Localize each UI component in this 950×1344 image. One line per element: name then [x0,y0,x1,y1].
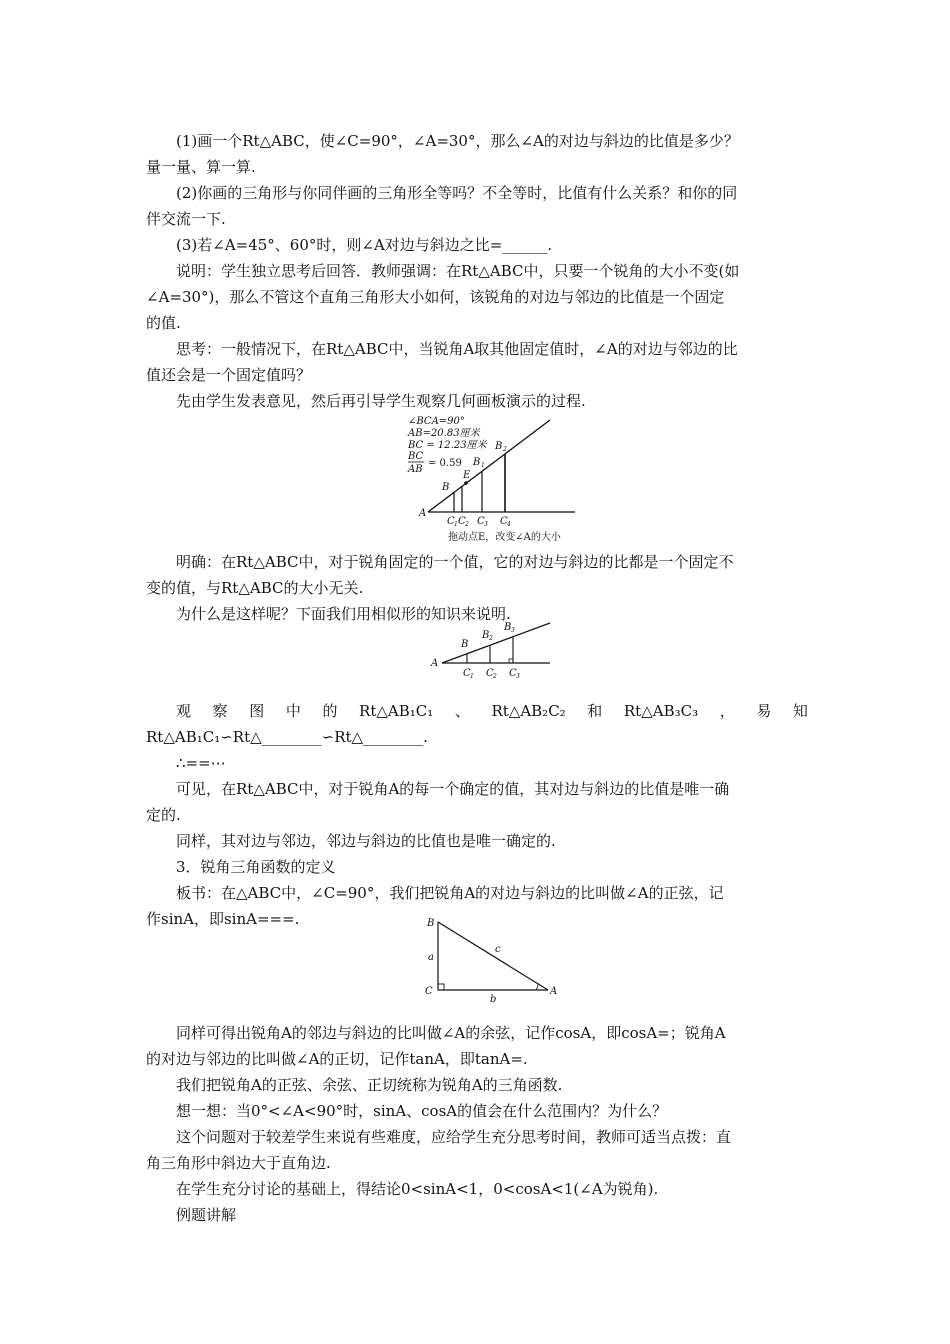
paragraph: 这个问题对于较差学生来说有些难度，应给学生充分思考时间，教师可适当点拨：直 [176,1128,732,1146]
paragraph: 同样，其对边与邻边，邻边与斜边的比值也是唯一确定的. [176,832,556,850]
label-c4-sub: 4 [507,521,511,528]
paragraph: (2)你画的三角形与你同伴画的三角形全等吗？不全等时，比值有什么关系？和你的同 [176,184,738,202]
label-c3-sub: 3 [484,521,488,528]
word: Rt△AB₂C₂ [491,702,566,720]
right-triangle-diagram [420,912,570,1004]
paragraph: 变的值，与Rt△ABC的大小无关. [146,579,364,597]
paragraph: ∴==⋯ [176,754,226,772]
ratio-value: = 0.59 [428,458,462,469]
label-c2-sub: 2 [493,673,497,680]
label-c1-sub: 1 [470,673,474,680]
label-c3-sub: 3 [516,673,520,680]
paragraph: 量一量、算一算. [146,158,256,176]
word: 的 [322,702,338,720]
label-c1: C [463,668,471,679]
paragraph: 板书：在△ABC中，∠C=90°，我们把锐角A的对边与斜边的比叫做∠A的正弦，记 [176,884,724,902]
paragraph: 想一想：当0°<∠A<90°时，sinA、cosA的值会在什么范围内？为什么？ [176,1102,668,1120]
label-b2: B [482,630,490,641]
label-c2-sub: 2 [465,521,469,528]
label-c3: C [509,668,517,679]
label-b3-sub: 3 [511,627,515,634]
paragraph: (3)若∠A=45°、60°时，则∠A对边与斜边之比=______. [176,236,553,254]
word: ， [719,702,735,720]
label-e: E [463,470,471,481]
paragraph: 值还会是一个固定值吗？ [146,366,312,384]
label-c4: C [500,516,508,527]
word: 中 [285,702,301,720]
word: 和 [587,702,603,720]
figure-sketchpad-demo [400,412,620,547]
paragraph: 作sinA，即sinA===. [146,910,300,928]
drag-point-e[interactable] [464,481,468,485]
word: Rt△AB₃C₃ [623,702,699,720]
spread-line [176,698,808,724]
label-a: A [431,658,439,669]
section-heading: 例题讲解 [176,1206,237,1224]
label-c-vertex: C [425,986,433,997]
word: 、 [454,702,470,720]
paragraph: ∠A=30°)，那么不管这个直角三角形大小如何，该锐角的对边与邻边的比值是一个固定 [146,288,725,306]
word: 图 [249,702,265,720]
label-b3: B [504,622,512,633]
label-side-c: c [495,944,501,955]
figure-similar-triangles [428,617,553,682]
paragraph: 为什么是这样呢？下面我们用相似形的知识来说明. [176,605,511,623]
paragraph: 的值. [146,314,181,332]
label-c3: C [477,516,485,527]
paragraph: Rt△AB₁C₁∽Rt△________∽Rt△________. [146,728,428,746]
word: 知 [792,702,808,720]
paragraph: 在学生充分讨论的基础上，得结论0<sinA<1，0<cosA<1(∠A为锐角). [176,1180,659,1198]
paragraph: 明确：在Rt△ABC中，对于锐角固定的一个值，它的对边与斜边的比都是一个固定不 [176,553,734,571]
label-side-b: b [490,994,497,1004]
paragraph: 说明：学生独立思考后回答．教师强调：在Rt△ABC中，只要一个锐角的大小不变(如 [176,262,740,280]
ratio-denominator: AB [408,464,423,475]
label-b2: B [495,441,503,452]
label-b-vertex: B [427,918,435,929]
label-b2-sub: 2 [489,635,493,642]
ratio-numerator: BC [408,451,424,462]
bc-readout: BC = 12.23厘米 [408,440,487,451]
paragraph: 可见，在Rt△ABC中，对于锐角A的每一个确定的值，其对边与斜边的比值是唯一确 [176,780,730,798]
label-b: B [442,482,450,493]
paragraph: 我们把锐角A的正弦、余弦、正切统称为锐角A的三角函数. [176,1076,563,1094]
ab-readout: AB=20.83厘米 [408,428,480,439]
label-c1: C [447,516,455,527]
similar-triangles-diagram [428,617,553,682]
right-angle-mark [438,984,444,990]
section-heading: 3．锐角三角函数的定义 [176,858,336,876]
side-c [438,922,548,990]
figure-right-triangle [420,912,570,1004]
paragraph: 角三角形中斜边大于直角边. [146,1154,331,1172]
paragraph: 伴交流一下. [146,210,226,228]
label-b: B [461,639,469,650]
label-b1-sub: 1 [481,462,485,469]
label-a: A [419,508,427,519]
label-b2-sub: 2 [503,446,507,453]
sketchpad-diagram [400,412,620,547]
hypotenuse-line [442,623,550,663]
angle-readout: ∠BCA=90° [408,416,465,427]
angle-a-arc [536,984,538,990]
label-b1: B [473,457,481,468]
word: 易 [756,702,772,720]
figure-caption: 拖动点E，改变∠A的大小 [448,532,561,543]
label-side-a: a [428,952,434,963]
paragraph: 同样可得出锐角A的邻边与斜边的比叫做∠A的余弦，记作cosA，即cosA=；锐角A [176,1024,726,1042]
label-c1-sub: 1 [454,521,458,528]
paragraph: 先由学生发表意见，然后再引导学生观察几何画板演示的过程. [176,392,586,410]
label-c2: C [486,668,494,679]
paragraph: 的对边与邻边的比叫做∠A的正切，记作tanA，即tanA=. [146,1050,528,1068]
paragraph: (1)画一个Rt△ABC，使∠C=90°，∠A=30°，那么∠A的对边与斜边的比值是多少？ [176,132,739,150]
label-c2: C [458,516,466,527]
word: Rt△AB₁C₁ [359,702,434,720]
paragraph: 定的. [146,806,181,824]
paragraph: 思考：一般情况下，在Rt△ABC中，当锐角A取其他固定值时，∠A的对边与邻边的比 [176,340,738,358]
word: 察 [212,702,228,720]
word: 观 [176,702,192,720]
label-a-vertex: A [550,986,558,997]
